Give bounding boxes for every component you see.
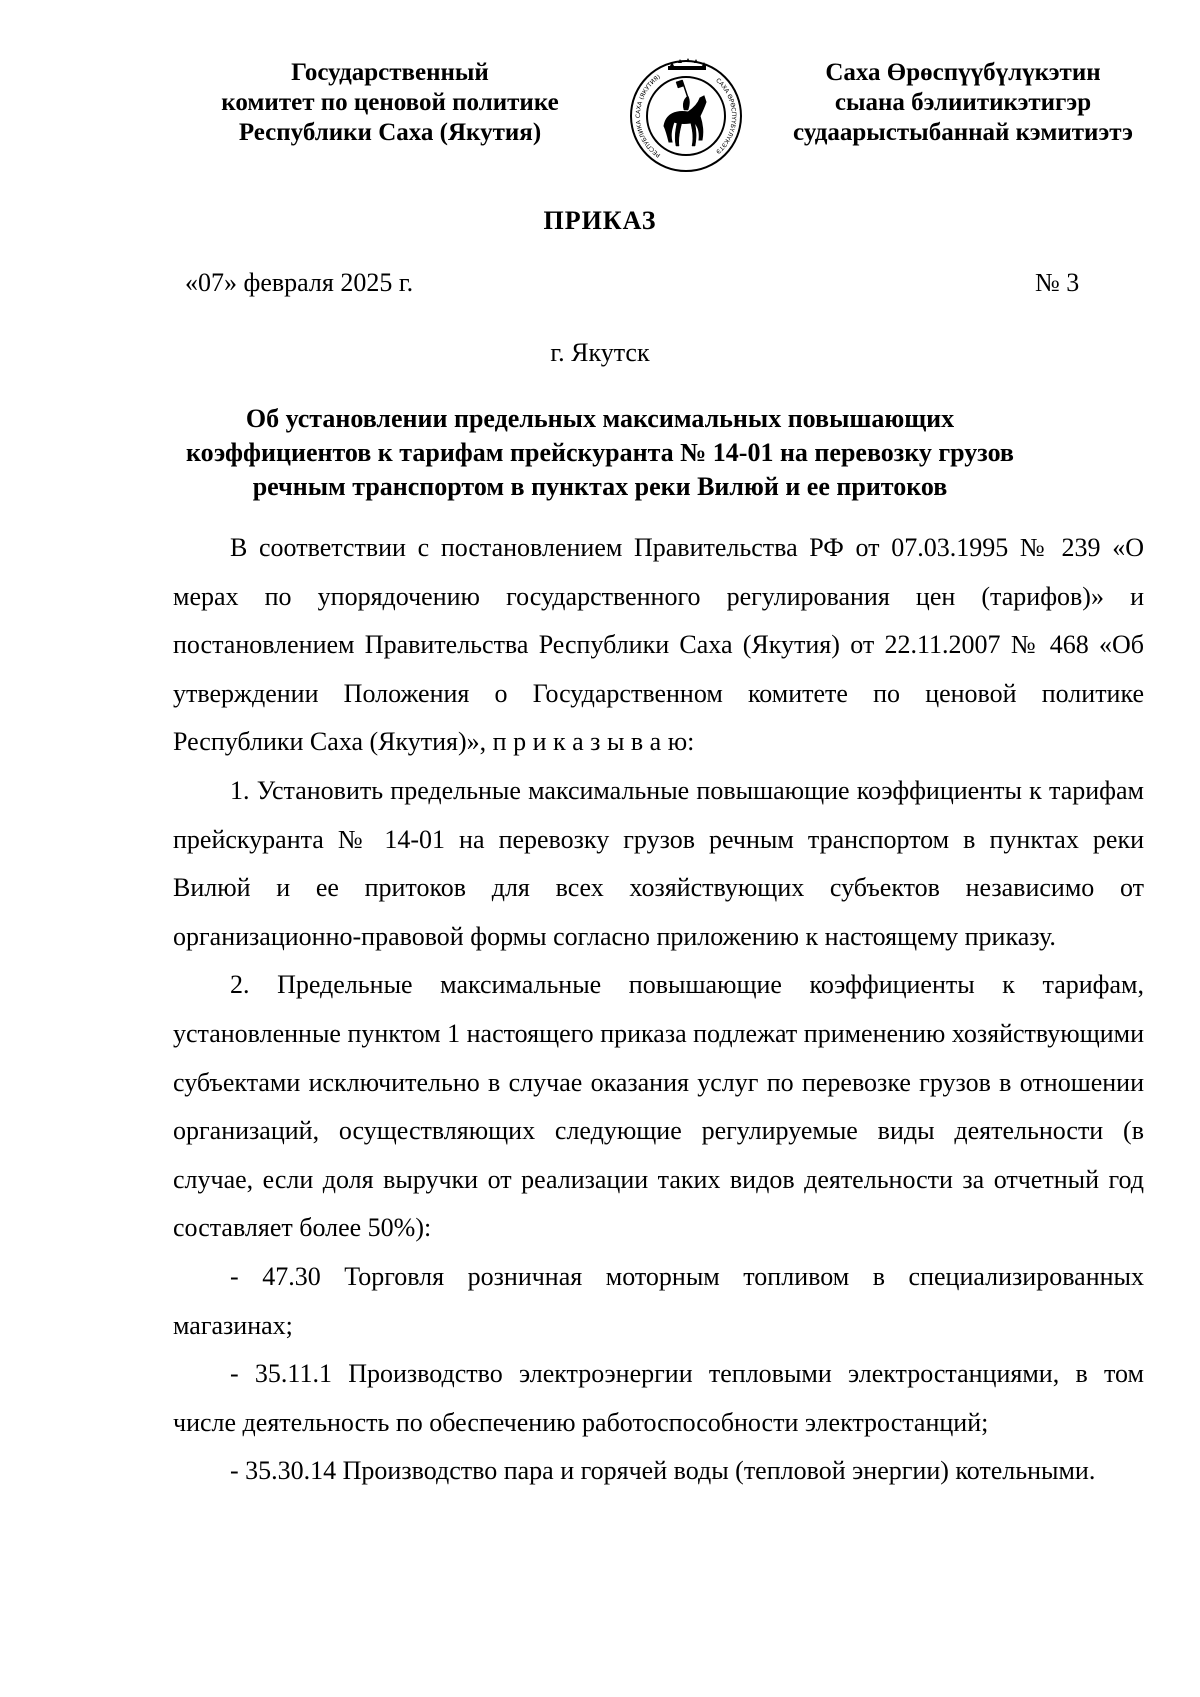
document-number: № 3 <box>1035 268 1080 297</box>
subject-line: речным транспортом в пунктах реки Вилюй и ее притоков <box>252 472 948 501</box>
document-city: г. Якутск <box>550 338 650 367</box>
emblem-ring-right-text: САХА ӨРӨСПҮҮБҮЛҮКЭТЭ <box>714 77 738 155</box>
body-list-item: - 35.30.14 Производство пара и горячей воды (тепловой энергии) котельными. <box>230 1456 1096 1486</box>
document-body <box>173 524 1144 1496</box>
coat-of-arms-icon <box>628 58 744 174</box>
emblem-ring-left-text: РЕСПУБЛИКА САХА (ЯКУТИЯ) <box>634 73 662 159</box>
header-right-line: судаарыстыбаннай кэмитиэтэ <box>793 119 1133 146</box>
document-title: ПРИКАЗ <box>543 206 657 235</box>
body-list-item: - 35.11.1 Производство электроэнергии тепловыми электростанциями, в том числе деятельность по обеспечению работоспособности электростанций; <box>173 1359 1144 1437</box>
header-left-line: комитет по ценовой политике <box>221 89 559 116</box>
subject-line: Об установлении предельных максимальных повышающих <box>245 404 955 433</box>
header-left-line: Республики Саха (Якутия) <box>238 119 542 146</box>
subject-line: коэффициентов к тарифам прейскуранта № 14-01 на перевозку грузов <box>186 438 1014 467</box>
header-right-organization <box>768 58 1158 148</box>
header-left-line: Государственный <box>291 59 489 86</box>
body-paragraph-preamble: В соответствии с постановлением Правительства РФ от 07.03.1995 № 239 «О мерах по упорядочению государственного регулирования цен (тарифов)» и постановлением Правительства Республики Саха (Якутия) от 22.11.2007 № 468 «Об утверждении Положения о Государственном комитете по ценовой политике Республики Саха (Якутия)», п р и к а з ы в а ю: <box>173 533 1144 757</box>
header-right-line: сыана бэлиитикэтигэр <box>834 89 1092 116</box>
document-date: «07» февраля 2025 г. <box>185 268 414 297</box>
body-list-item: - 47.30 Торговля розничная моторным топливом в специализированных магазинах; <box>173 1261 1144 1340</box>
body-paragraph-item-2: 2. Предельные максимальные повышающие коэффициенты к тарифам, установленные пунктом 1 настоящего приказа подлежат применению хозяйствующими субъектами исключительно в случае оказания услуг по перевозке грузов в отношении организаций, осуществляющих следующие регулируемые виды деятельности (в случае, если доля выручки от реализации таких видов деятельности за отчетный год составляет более 50%): <box>173 970 1144 1243</box>
body-paragraph-item-1: 1. Установить предельные максимальные повышающие коэффициенты к тарифам прейскуранта № 14-01 на перевозку грузов речным транспортом в пунктах реки Вилюй и ее притоков для всех хозяйствующих субъектов независимо от организационно-правовой формы согласно приложению к настоящему приказу. <box>173 775 1144 951</box>
header-left-organization <box>180 58 600 148</box>
document-subject <box>150 402 1050 504</box>
header-right-line: Саха Өрөспүүбүлүкэтин <box>825 59 1101 86</box>
